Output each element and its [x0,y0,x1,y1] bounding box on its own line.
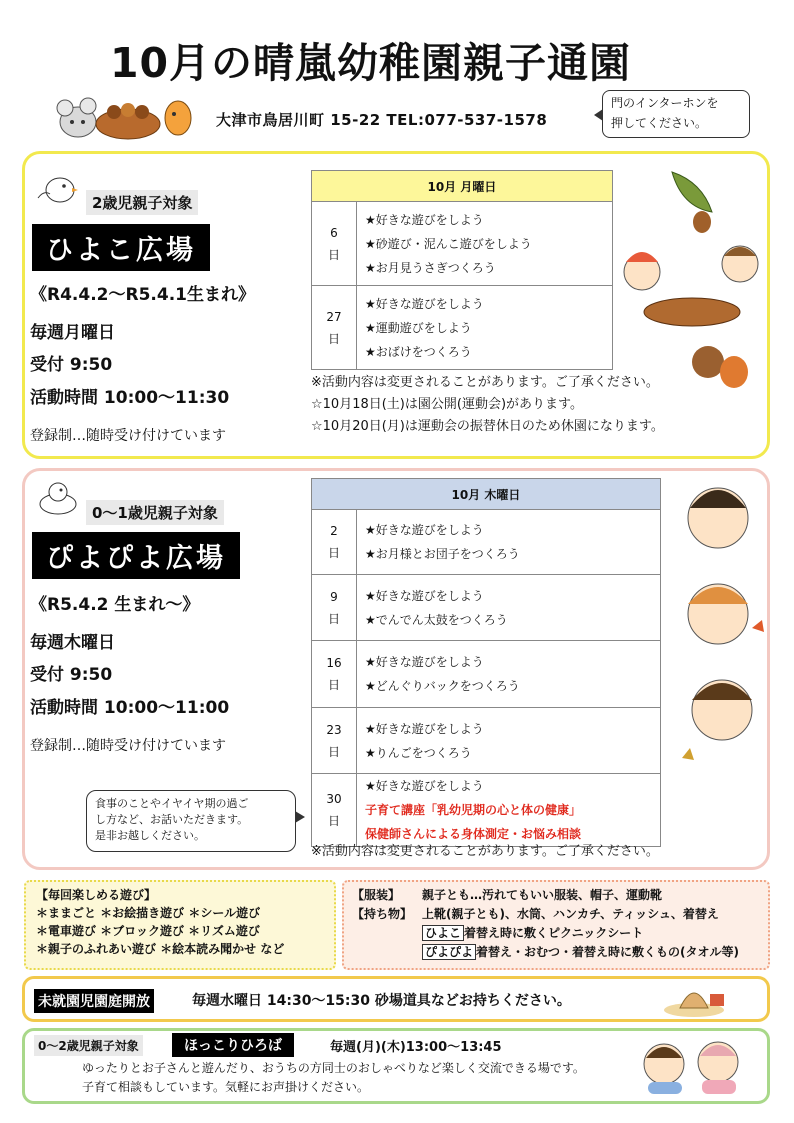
schedule-day: 23 日 [312,708,357,774]
hiyoko-notes: ※活動内容は変更されることがあります。ご了承ください。 ☆10月18日(土)は園公開(運動会)があります。 ☆10月20日(月)は運動会の振替休日のため休園になります。 [311,375,664,434]
chick-nest-icon [34,476,82,518]
schedule-activities: ★好きな遊びをしよう ★りんごをつくろう [357,708,661,774]
table-row [312,641,661,708]
page-title: 10月の晴嵐幼稚園親子通園 [110,39,632,87]
schedule-activities: ★好きな遊びをしよう ★お月様とお団子をつくろう [357,510,661,575]
regular-play-box [24,880,336,970]
children-autumn-illustration [622,162,762,402]
babies-illustration [634,1036,749,1098]
piyopiyo-weekday: 毎週木曜日 [30,633,115,653]
children-faces-illustration [672,478,767,768]
schedule-day: 9 日 [312,575,357,641]
schedule-activities: ★好きな遊びをしよう ★砂遊び・泥んこ遊びをしよう ★お月見うさぎつくろう [357,202,613,286]
piyopiyo-activity-time: 活動時間 10:00～11:00 [30,698,230,718]
play-heading: 【毎回楽しめる遊び】 [36,888,157,902]
hiyoko-target: 2歳児親子対象 [86,190,198,215]
piyopiyo-schedule-table [311,478,661,847]
clothes-line: 【服装】 親子とも…汚れてもいい服装、帽子、運動靴 [352,888,663,902]
play-line: ＊親子のふれあい遊び ＊絵本読み聞かせ など [36,942,285,956]
address-phone: 大津市鳥居川町 15-22 TEL:077-537-1578 [216,111,548,129]
items-line: 【持ち物】 上靴(親子とも)、水筒、ハンカチ、ティッシュ、着替え [352,907,719,921]
hiyoko-weekday: 毎週月曜日 [30,323,115,343]
hiyoko-reception: 受付 9:50 [30,355,113,375]
hiyoko-title: ひよこ広場 [32,224,210,271]
play-line: ＊電車遊び ＊ブロック遊び ＊リズム遊び [36,924,260,938]
schedule-activities: ★好きな遊びをしよう ★どんぐりバックをつくろう [357,641,661,708]
play-line: ＊ままごと ＊お絵描き遊び ＊シール遊び [36,906,261,920]
schedule-day: 2 日 [312,510,357,575]
schedule-day: 30 日 [312,774,357,847]
schedule-header: 10月 木曜日 [312,479,661,510]
schedule-day: 27 日 [312,286,357,370]
hokkori-description: ゆったりとお子さんと遊んだり、おうちの方同士のおしゃべりなど楽しく交流できる場です。 子育て相談もしています。気軽にお声掛けください。 [82,1061,585,1094]
piyopiyo-title: ぴよぴよ広場 [32,532,240,579]
schedule-activities: ★好きな遊びをしよう ★でんでん太鼓をつくろう [357,575,661,641]
schedule-header: 10月 月曜日 [312,171,613,202]
piyopiyo-registration: 登録制…随時受け付けています [30,738,226,754]
table-row [312,774,661,847]
table-row [312,510,661,575]
lecture-note-bubble: 食事のことやイヤイヤ期の過ご し方など、お話いただきます。 是非お越しください。 [86,790,296,852]
piyopiyo-note: ※活動内容は変更されることがあります。ご了承ください。 [311,844,659,859]
table-row [312,202,613,286]
hiyoko-birth: 《R4.4.2～R5.4.1生まれ》 [30,285,255,305]
hokkori-schedule: 毎週(月)(木)13:00～13:45 [330,1040,502,1055]
intercom-note-line: 押してください。 [611,116,708,130]
table-row [312,286,613,370]
belongings-box [342,880,770,970]
hokkori-title: ほっこりひろば [172,1033,294,1057]
hiyoko-activity-time: 活動時間 10:00～11:30 [30,388,230,408]
yard-open-label: 未就園児園庭開放 [34,989,154,1013]
hiyoko-registration: 登録制…随時受け付けています [30,428,226,444]
hokkori-target: 0～2歳児親子対象 [34,1035,143,1056]
piyo-items-line: ぴよぴよ 着替え・おむつ・着替え時に敷くもの(タオル等) [352,943,760,962]
schedule-day: 16 日 [312,641,357,708]
sand-bucket-icon [660,980,730,1018]
schedule-day: 6 日 [312,202,357,286]
table-row [312,708,661,774]
hiyoko-items-line: ひよこ 着替え時に敷くピクニックシート [352,924,760,943]
hiyoko-schedule-table [311,170,613,370]
animals-illustration [50,86,195,144]
piyopiyo-reception: 受付 9:50 [30,665,113,685]
intercom-note [602,90,750,138]
piyopiyo-birth: 《R5.4.2 生まれ～》 [30,595,200,615]
table-row [312,575,661,641]
schedule-activities: ★好きな遊びをしよう 子育て講座「乳幼児期の心と体の健康」 保健師さんによる身体測定・お悩み相談 [357,774,661,847]
piyopiyo-target: 0～1歳児親子対象 [86,500,224,525]
yard-open-text: 毎週水曜日 14:30～15:30 砂場道具などお持ちください。 [192,993,571,1009]
chick-icon [34,168,82,206]
schedule-activities: ★好きな遊びをしよう ★運動遊びをしよう ★おばけをつくろう [357,286,613,370]
intercom-note-line: 門のインターホンを [611,96,719,110]
